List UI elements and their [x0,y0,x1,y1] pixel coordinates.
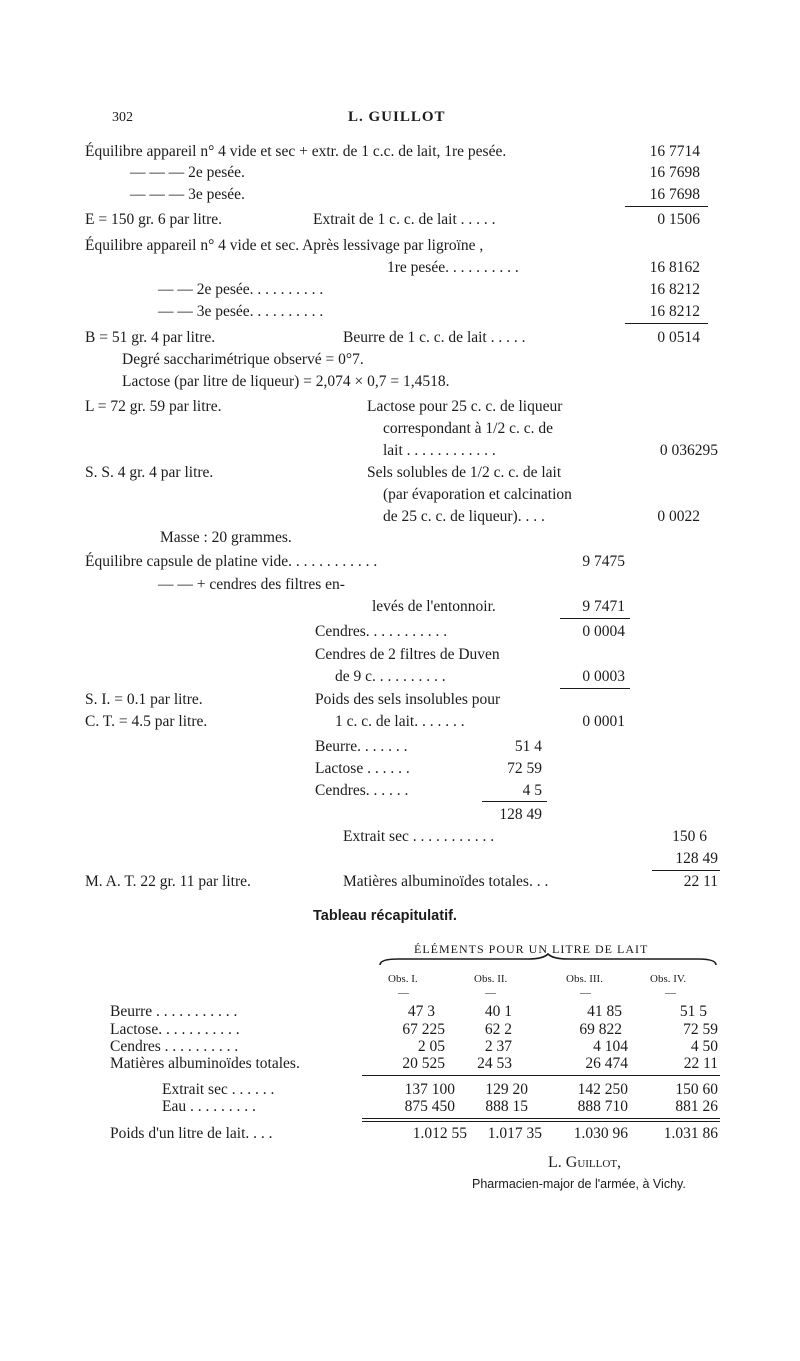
sum-rule [482,801,547,802]
table-rule [362,1075,720,1076]
subtotal-label: Cendres. . . . . . [315,782,409,799]
analysis-line-value: 0 1506 [657,211,700,228]
analysis-line-left: S. S. 4 gr. 4 par litre. [85,464,214,481]
signature-title: Pharmacien-major de l'armée, à Vichy. [472,1177,686,1191]
column-dash: — [665,987,676,999]
analysis-line-text: — — 3e pesée. . . . . . . . . . [158,303,324,320]
column-dash: — [580,987,591,999]
summary-cell: 129 20 [485,1081,528,1098]
analysis-line-text: Degré saccharimétrique observé = 0°7. [122,351,364,368]
extrait-sec-text: Extrait sec . . . . . . . . . . . [343,828,495,845]
analysis-line-text: Équilibre capsule de platine vide. . . . . . . . . . . . [85,553,378,570]
column-dash: — [398,987,409,999]
analysis-line-text: de 25 c. c. de liqueur). . . . [383,508,545,525]
analysis-line-text: — — — 2e pesée. [130,164,245,181]
summary-row-label: Matières albuminoïdes totales. [110,1055,300,1072]
analysis-line-text: de 9 c. . . . . . . . . . [335,668,446,685]
analysis-line-value: 9 7471 [582,598,625,615]
summary-cell: 26 474 [585,1055,628,1072]
mat-text: Matières albuminoïdes totales. . . [343,873,549,890]
analysis-line-text: Sels solubles de 1/2 c. c. de lait [367,464,562,481]
analysis-line-value: 16 8212 [649,281,700,298]
extrait-sec-minus: 128 49 [675,850,718,867]
column-header: Obs. III. [566,973,603,985]
column-header: Obs. IV. [650,973,687,985]
analysis-line-text: — — 2e pesée. . . . . . . . . . [158,281,324,298]
summary-group-header: ÉLÉMENTS POUR UN LITRE DE LAIT [414,942,649,956]
analysis-line-value: 16 7714 [649,143,700,160]
analysis-line-text: lait . . . . . . . . . . . . [383,442,496,459]
sum-rule [625,323,708,324]
analysis-line-value: 0 036295 [659,442,718,459]
summary-cell: 51 5 [679,1003,707,1020]
summary-cell: 41 85 [587,1003,622,1020]
analysis-line-text: (par évaporation et calcination [383,486,572,503]
analysis-line-value: 0 0004 [582,623,625,640]
analysis-line-text: Beurre de 1 c. c. de lait . . . . . [343,329,526,346]
table-rule [362,1121,720,1122]
signature-name: L. Guillot, [548,1154,622,1171]
summary-cell: 875 450 [404,1098,455,1115]
summary-cell: 142 250 [577,1081,628,1098]
analysis-line-text: Poids des sels insolubles pour [315,691,501,708]
summary-cell: 67 225 [402,1021,445,1038]
summary-cell: 72 59 [683,1021,718,1038]
column-header: Obs. II. [474,973,508,985]
summary-cell: 888 15 [485,1098,528,1115]
analysis-line-left: B = 51 gr. 4 par litre. [85,329,216,346]
summary-cell: 2 05 [417,1038,445,1055]
column-dash: — [485,987,496,999]
column-header: Obs. I. [388,973,418,985]
analysis-line-text: — — — 3e pesée. [130,186,245,203]
summary-cell: 881 26 [675,1098,718,1115]
summary-cell: 150 60 [675,1081,718,1098]
summary-cell: 1.030 96 [573,1125,628,1142]
subtotal-label: Beurre. . . . . . . [315,738,408,755]
analysis-line-value: 16 8212 [649,303,700,320]
analysis-line-value: 9 7475 [582,553,625,570]
extrait-sec-value: 150 6 [672,828,707,845]
analysis-line-value: 0 0514 [657,329,700,346]
table-rule [362,1118,720,1119]
analysis-line-text: Équilibre appareil n° 4 vide et sec. Après lessivage par ligroïne , [85,237,484,254]
summary-row-label: Lactose. . . . . . . . . . . [110,1021,240,1038]
running-title: L. GUILLOT [348,109,446,125]
analysis-line-text: Cendres de 2 filtres de Duven [315,646,500,663]
summary-cell: 24 53 [477,1055,512,1072]
analysis-line-left: S. I. = 0.1 par litre. [85,691,203,708]
summary-cell: 69 822 [579,1021,622,1038]
analysis-line-value: 0 0003 [582,668,625,685]
sum-rule [625,206,708,207]
summary-cell: 40 1 [484,1003,512,1020]
summary-row-label: Cendres . . . . . . . . . . [110,1038,239,1055]
analysis-line-text: Cendres. . . . . . . . . . . [315,623,448,640]
summary-cell: 137 100 [404,1081,455,1098]
sum-rule [560,618,630,619]
analysis-line-text: Lactose (par litre de liqueur) = 2,074 × 0,7 = 1,4518. [122,373,450,390]
analysis-line-value: 0 0022 [657,508,700,525]
summary-cell: 1.017 35 [487,1125,542,1142]
analysis-line-text: Lactose pour 25 c. c. de liqueur [367,398,563,415]
summary-row-label: Poids d'un litre de lait. . . . [110,1125,273,1142]
analysis-line-text: correspondant à 1/2 c. c. de [383,420,554,437]
mat-value: 22 11 [683,873,718,890]
analysis-line-text: 1 c. c. de lait. . . . . . . [335,713,465,730]
summary-title: Tableau récapitulatif. [313,908,457,924]
analysis-line-value: 16 7698 [649,186,700,203]
analysis-line-text: Extrait de 1 c. c. de lait . . . . . [313,211,496,228]
brace-decoration [378,953,718,967]
analysis-line-left: L = 72 gr. 59 par litre. [85,398,222,415]
sum-rule [652,870,720,871]
subtotal-total: 128 49 [499,806,542,823]
analysis-line-value: 16 8162 [649,259,700,276]
summary-cell: 2 37 [484,1038,512,1055]
mat-left: M. A. T. 22 gr. 11 par litre. [85,873,251,890]
summary-cell: 4 50 [690,1038,718,1055]
summary-row-label: Eau . . . . . . . . . [162,1098,256,1115]
analysis-line-text: Masse : 20 grammes. [160,529,292,546]
analysis-line-text: Équilibre appareil n° 4 vide et sec + extr. de 1 c.c. de lait, 1re pesée. [85,143,507,160]
summary-cell: 47 3 [407,1003,435,1020]
analysis-line-text: 1re pesée. . . . . . . . . . [387,259,519,276]
analysis-line-value: 0 0001 [582,713,625,730]
analysis-line-value: 16 7698 [649,164,700,181]
summary-row-label: Extrait sec . . . . . . [162,1081,275,1098]
subtotal-label: Lactose . . . . . . [315,760,410,777]
analysis-line-text: levés de l'entonnoir. [372,598,496,615]
analysis-line-left: E = 150 gr. 6 par litre. [85,211,223,228]
summary-cell: 20 525 [402,1055,445,1072]
analysis-line-text: — — + cendres des filtres en- [158,576,345,593]
summary-row-label: Beurre . . . . . . . . . . . [110,1003,238,1020]
summary-cell: 62 2 [484,1021,512,1038]
summary-cell: 4 104 [593,1038,628,1055]
subtotal-value: 4 5 [522,782,542,799]
page-number: 302 [112,110,133,125]
summary-cell: 888 710 [577,1098,628,1115]
subtotal-value: 72 59 [507,760,542,777]
sum-rule [560,688,630,689]
summary-cell: 22 11 [683,1055,718,1072]
summary-cell: 1.031 86 [663,1125,718,1142]
summary-cell: 1.012 55 [412,1125,467,1142]
subtotal-value: 51 4 [514,738,542,755]
analysis-line-left: C. T. = 4.5 par litre. [85,713,208,730]
